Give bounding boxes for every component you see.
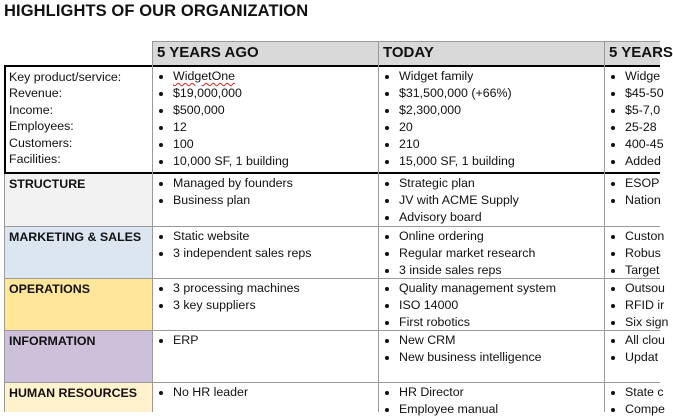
- structure-today-cell: [382, 175, 602, 226]
- header-past: 5 YEARS AGO: [152, 41, 378, 65]
- header-today: TODAY: [378, 41, 604, 65]
- hr-past-cell: [156, 384, 376, 401]
- list-item: Added: [608, 153, 660, 170]
- header-future: 5 YEARS: [604, 41, 660, 65]
- list-item: 3 inside sales reps: [382, 262, 602, 279]
- list-item: ESOP: [608, 175, 660, 192]
- list-item: Widge: [608, 68, 660, 85]
- list-item: Outsou: [608, 280, 660, 297]
- list-item: Custon: [608, 228, 660, 245]
- row-label-structure: STRUCTURE: [9, 177, 86, 191]
- operations-today-cell: [382, 280, 602, 331]
- label-customers: Customers:: [9, 135, 73, 150]
- list-item: 3 independent sales reps: [156, 245, 376, 262]
- rule-key-top: [4, 65, 660, 67]
- list-item: Business plan: [156, 192, 376, 209]
- row-label-information: INFORMATION: [9, 334, 96, 348]
- list-item: Regular market research: [382, 245, 602, 262]
- label-revenue: Revenue:: [9, 86, 63, 101]
- list-item: 400-45: [608, 136, 660, 153]
- page-title: HIGHLIGHTS OF OUR ORGANIZATION: [4, 2, 309, 20]
- list-item: HR Director: [382, 384, 602, 401]
- list-item: $2,300,000: [382, 102, 602, 119]
- list-item: ERP: [156, 332, 376, 349]
- information-future-cell: [608, 332, 665, 366]
- list-item: New CRM: [382, 332, 602, 349]
- list-item: Updat: [608, 349, 660, 366]
- list-item: Compe: [608, 401, 660, 418]
- structure-past-cell: [156, 175, 376, 209]
- list-item: $5-7,0: [608, 102, 660, 119]
- list-item: Robus: [608, 245, 660, 262]
- label-facilities: Facilities:: [9, 152, 61, 167]
- list-item: 3 key suppliers: [156, 297, 376, 314]
- list-item: First robotics: [382, 314, 602, 331]
- list-item: Widget family: [382, 68, 602, 85]
- row-label-hr: HUMAN RESOURCES: [9, 386, 138, 400]
- list-item: Quality management system: [382, 280, 602, 297]
- list-item: 25-28: [608, 119, 660, 136]
- list-item: 12: [156, 119, 376, 136]
- list-item: 10,000 SF, 1 building: [156, 153, 376, 170]
- information-past-cell: [156, 332, 376, 349]
- list-item: Six sign: [608, 314, 660, 331]
- list-item: State c: [608, 384, 660, 401]
- rule-key-bottom: [4, 172, 660, 174]
- list-item: $19,000,000: [156, 85, 376, 102]
- list-item: 100: [156, 136, 376, 153]
- list-item: 20: [382, 119, 602, 136]
- list-item: RFID ir: [608, 297, 660, 314]
- list-item: $31,500,000 (+66%): [382, 85, 602, 102]
- list-item: $500,000: [156, 102, 376, 119]
- marketing-today-cell: [382, 228, 602, 279]
- key-metric-labels: [9, 69, 121, 167]
- list-item: Advisory board: [382, 209, 602, 226]
- list-item: ISO 14000: [382, 297, 602, 314]
- marketing-future-cell: [608, 228, 665, 279]
- rule-left-key: [4, 65, 6, 174]
- list-item: Online ordering: [382, 228, 602, 245]
- rule-header-top: [152, 41, 660, 42]
- list-item: Target: [608, 262, 660, 279]
- list-item: 210: [382, 136, 602, 153]
- rule-col-3: [604, 41, 605, 412]
- list-item: New business intelligence: [382, 349, 602, 366]
- rule-left: [4, 174, 5, 412]
- label-income: Income:: [9, 102, 54, 117]
- list-item: Static website: [156, 228, 376, 245]
- key-future-cell: [608, 68, 664, 170]
- operations-past-cell: [156, 280, 376, 314]
- list-item: 3 processing machines: [156, 280, 376, 297]
- information-today-cell: [382, 332, 602, 366]
- list-item: Employee manual: [382, 401, 602, 418]
- list-item: $45-50: [608, 85, 660, 102]
- operations-future-cell: [608, 280, 669, 331]
- rule-col-2: [378, 41, 379, 412]
- label-key-product: Key product/service:: [9, 70, 122, 84]
- rule-information-bottom: [4, 382, 660, 383]
- list-item: Strategic plan: [382, 175, 602, 192]
- row-label-operations: OPERATIONS: [9, 282, 91, 296]
- rule-structure-bottom: [4, 226, 660, 227]
- list-item: All clou: [608, 332, 660, 349]
- hr-future-cell: [608, 384, 665, 418]
- list-item: Managed by founders: [156, 175, 376, 192]
- list-item: WidgetOne: [156, 68, 376, 85]
- key-past-cell: [156, 68, 376, 170]
- key-today-cell: [382, 68, 602, 170]
- list-item: 15,000 SF, 1 building: [382, 153, 602, 170]
- list-item: Nation: [608, 192, 660, 209]
- hr-today-cell: [382, 384, 602, 418]
- structure-future-cell: [608, 175, 660, 209]
- list-item: No HR leader: [156, 384, 376, 401]
- list-item: JV with ACME Supply: [382, 192, 602, 209]
- row-label-marketing: MARKETING & SALES: [9, 230, 142, 244]
- rule-col-1: [152, 41, 153, 412]
- marketing-past-cell: [156, 228, 376, 262]
- label-employees: Employees:: [9, 119, 74, 134]
